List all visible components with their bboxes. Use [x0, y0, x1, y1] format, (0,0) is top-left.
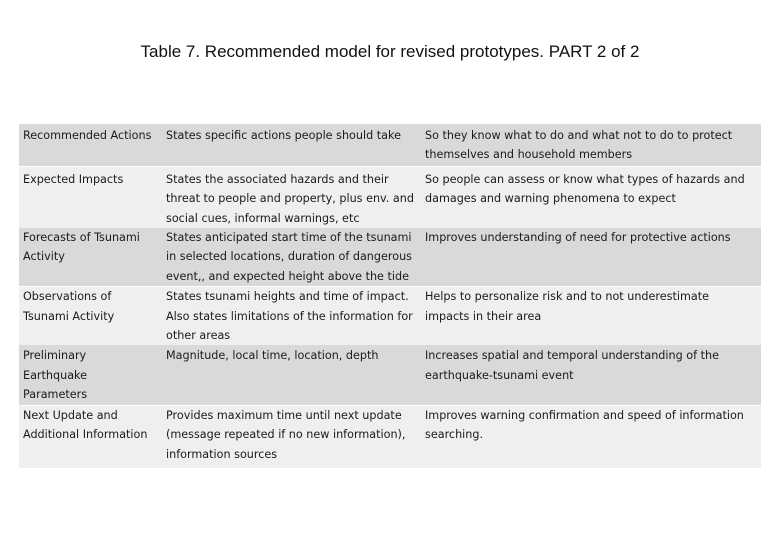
row-label: Expected Impacts	[23, 172, 124, 186]
table-row-next-update	[19, 405, 761, 468]
table-row-expected-impacts	[19, 166, 761, 228]
row-purpose: Improves warning confirmation and speed of information searching.	[425, 408, 744, 442]
row-description: Provides maximum time until next update (message repeated if no new information), information sources	[166, 408, 406, 461]
table-row-recommended-actions	[19, 124, 761, 166]
row-purpose: Increases spatial and temporal understanding of the earthquake-tsunami event	[425, 349, 719, 382]
row-label: Next Update and Additional Information	[23, 408, 148, 442]
row-label: Forecasts of Tsunami Activity	[23, 231, 140, 264]
table-row-earthquake-parameters	[19, 345, 761, 404]
row-description: States specific actions people should take	[166, 129, 401, 142]
row-purpose: Helps to personalize risk and to not underestimate impacts in their area	[425, 290, 709, 323]
table-row-observations	[19, 286, 761, 345]
table-row-forecasts	[19, 228, 761, 286]
row-purpose: So they know what to do and what not to do to protect themselves and household members	[425, 129, 733, 162]
row-purpose: So people can assess or know what types of hazards and damages and warning phenomena to expect	[425, 172, 745, 206]
row-label: Observations of Tsunami Activity	[23, 290, 115, 323]
row-description: States tsunami heights and time of impact. Also states limitations of the information for other areas	[166, 290, 413, 343]
row-description: States anticipated start time of the tsunami in selected locations, duration of dangerous event,, and expected height above the tide	[166, 231, 412, 283]
recommendations-table	[19, 124, 761, 468]
row-label: Recommended Actions	[23, 129, 152, 142]
row-label: Preliminary Earthquake Parameters	[23, 349, 88, 402]
row-purpose: Improves understanding of need for protective actions	[425, 231, 731, 245]
table-title: Table 7. Recommended model for revised prototypes. PART 2 of 2	[140, 42, 640, 61]
row-description: Magnitude, local time, location, depth	[166, 349, 379, 363]
row-description: States the associated hazards and their threat to people and property, plus env. and social cues, informal warnings, etc	[166, 172, 414, 225]
